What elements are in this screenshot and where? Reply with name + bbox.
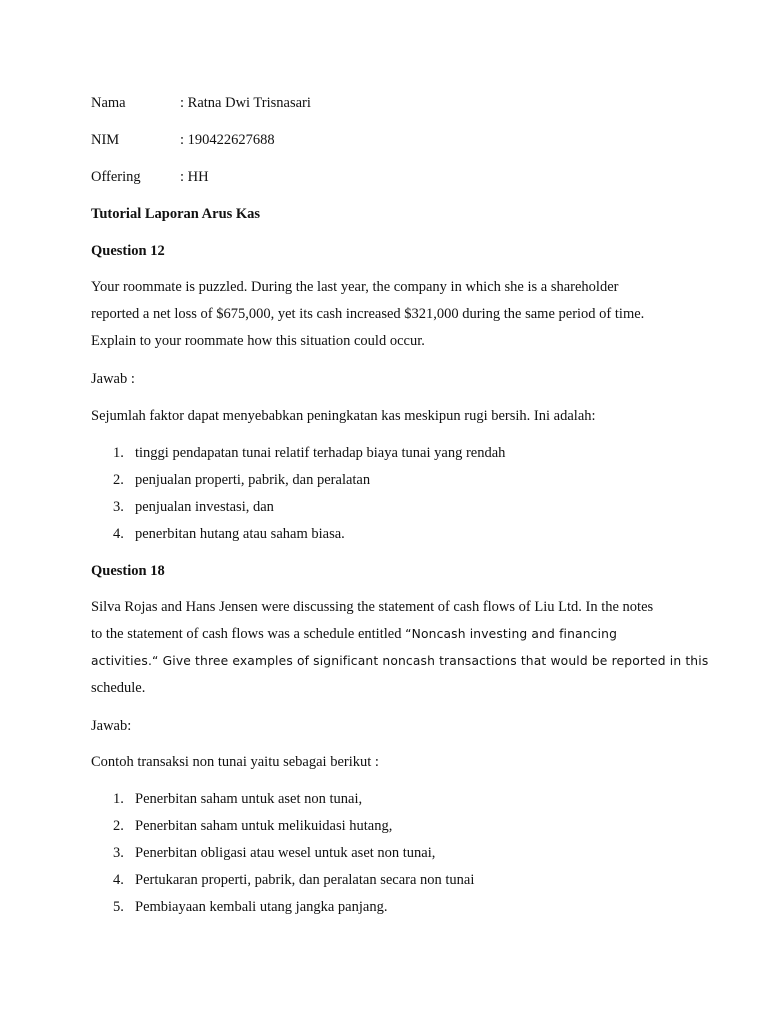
list-number: 4.: [113, 526, 124, 542]
name-label: Nama: [91, 95, 126, 111]
name-row: [91, 94, 311, 112]
list-item: [113, 471, 370, 489]
question-18-jawab: Jawab:: [91, 718, 132, 734]
list-text: Penerbitan obligasi atau wesel untuk aset non tunai,: [135, 845, 436, 861]
list-number: 3.: [113, 845, 124, 861]
list-item: [113, 871, 474, 889]
nim-value: : 190422627688: [180, 132, 275, 148]
nim-row: [91, 131, 275, 149]
list-text: tinggi pendapatan tunai relatif terhadap biaya tunai yang rendah: [135, 445, 506, 461]
question-18-text: [91, 594, 709, 702]
question-12-answer-intro: Sejumlah faktor dapat menyebabkan peningkatan kas meskipun rugi bersih. Ini adalah:: [91, 408, 596, 424]
list-text: Penerbitan saham untuk melikuidasi hutang,: [135, 818, 393, 834]
question-18-heading: Question 18: [91, 563, 165, 579]
list-item: [113, 498, 274, 516]
question-18-line-part: to the statement of cash flows was a schedule entitled: [91, 626, 406, 642]
question-12-line: Explain to your roommate how this situation could occur.: [91, 333, 425, 349]
list-number: 4.: [113, 872, 124, 888]
question-18-answer-intro: Contoh transaksi non tunai yaitu sebagai berikut :: [91, 754, 379, 770]
list-item: [113, 790, 362, 808]
list-number: 2.: [113, 472, 124, 488]
question-18-line: [91, 621, 691, 648]
list-number: 3.: [113, 499, 124, 515]
list-text: penjualan investasi, dan: [135, 499, 274, 515]
question-18-line-part: “Noncash investing and financing: [405, 627, 618, 641]
list-text: Penerbitan saham untuk aset non tunai,: [135, 791, 363, 807]
question-12-text: [91, 274, 691, 355]
question-18-line: Silva Rojas and Hans Jensen were discussing the statement of cash flows of Liu Ltd. In the notes: [91, 599, 654, 615]
list-text: Pembiayaan kembali utang jangka panjang.: [135, 899, 388, 915]
question-12-line: Your roommate is puzzled. During the last year, the company in which she is a shareholder: [91, 279, 619, 295]
list-text: penerbitan hutang atau saham biasa.: [135, 526, 345, 542]
question-18-line: schedule.: [91, 680, 146, 696]
nim-label: NIM: [91, 132, 120, 148]
offering-row: [91, 168, 209, 186]
name-value: : Ratna Dwi Trisnasari: [180, 95, 311, 111]
list-number: 1.: [113, 791, 124, 807]
question-18-line: activities.“ Give three examples of significant noncash transactions that would be reported in this: [91, 654, 709, 668]
offering-value: : HH: [180, 169, 209, 185]
list-item: [113, 817, 392, 835]
list-number: 2.: [113, 818, 124, 834]
list-item: [113, 444, 505, 462]
question-12-jawab: Jawab :: [91, 371, 135, 387]
list-text: Pertukaran properti, pabrik, dan peralatan secara non tunai: [135, 872, 475, 888]
list-item: [113, 844, 435, 862]
question-12-line: reported a net loss of $675,000, yet its cash increased $321,000 during the same period of time.: [91, 306, 645, 322]
offering-label: Offering: [91, 169, 141, 185]
question-12-heading: Question 12: [91, 243, 165, 259]
list-item: [113, 525, 345, 543]
list-number: 5.: [113, 899, 124, 915]
list-number: 1.: [113, 445, 124, 461]
list-text: penjualan properti, pabrik, dan peralatan: [135, 472, 371, 488]
list-item: [113, 898, 387, 916]
document-title: Tutorial Laporan Arus Kas: [91, 206, 261, 222]
